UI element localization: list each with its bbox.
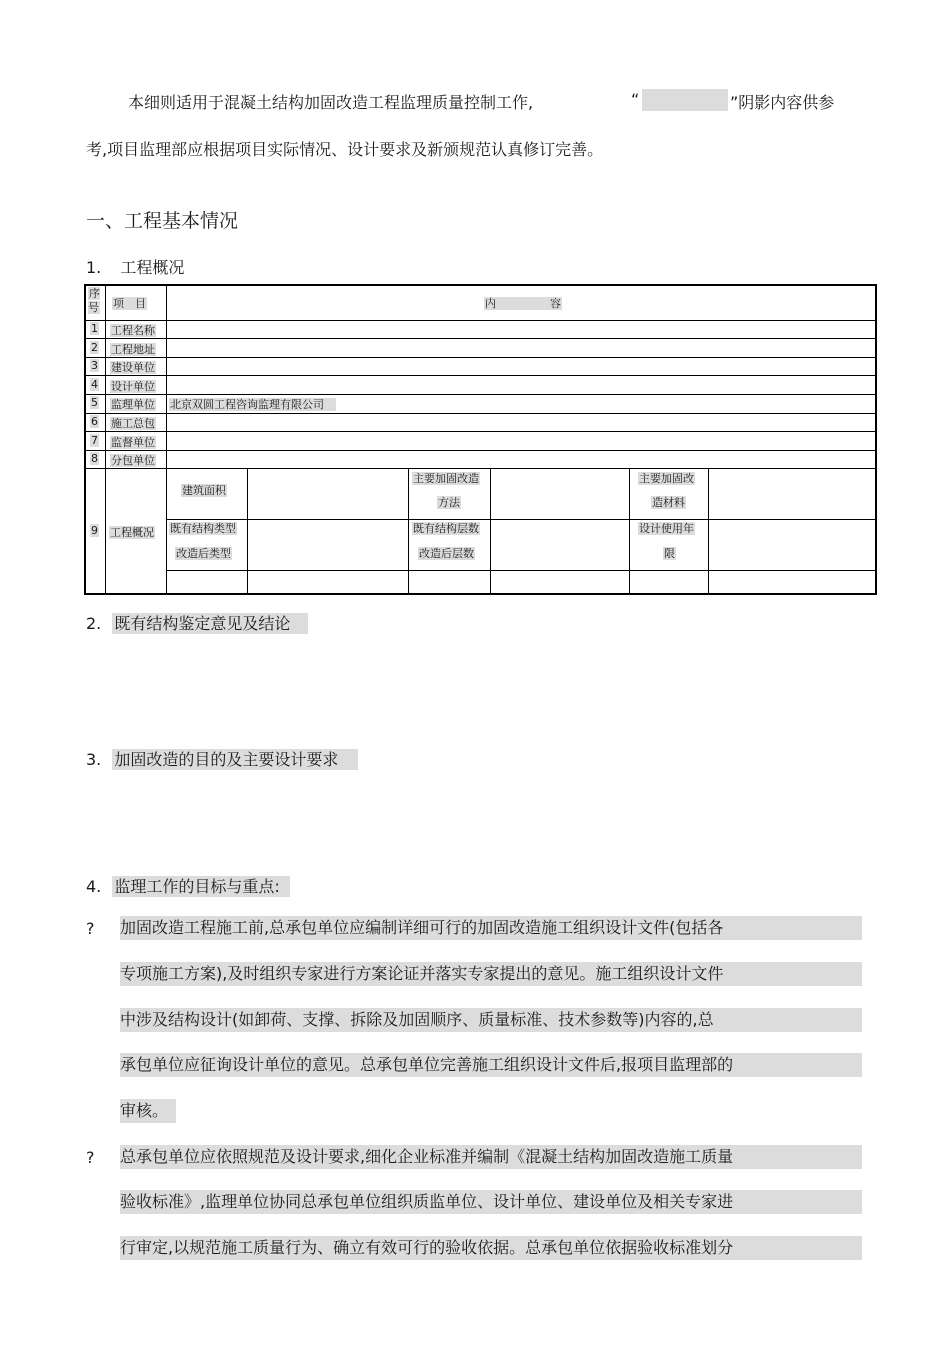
table-col-line [629, 469, 630, 593]
subsection-number: 2. [86, 614, 102, 633]
bullet-mark: ? [86, 1148, 95, 1167]
row-no: 9 [91, 524, 98, 537]
cell-method-b: 方法 [438, 496, 460, 509]
bullet-1-line-1: 加固改造工程施工前,总承包单位应编制详细可行的加固改造施工组织设计文件(包括各 [120, 916, 862, 940]
row-value: 北京双圆工程咨询监理有限公司 [169, 396, 336, 412]
cell-life-b: 限 [664, 547, 675, 560]
table-row-line [167, 570, 875, 571]
intro-open-quote: “ [631, 90, 640, 109]
row-no: 2 [91, 341, 98, 354]
row-no: 7 [91, 434, 98, 447]
row-no: 5 [91, 396, 98, 409]
intro-text: 本细则适用于混凝土结构加固改造工程监理质量控制工作, [128, 93, 534, 112]
intro-close-quote: ”阴影内容供参 [730, 93, 835, 112]
cell-method-a: 主要加固改造 [413, 472, 479, 485]
project-overview-table [84, 284, 877, 595]
intro-line-1 [128, 90, 533, 113]
table-row-line [86, 450, 875, 451]
cell-after-floors: 改造后层数 [419, 547, 474, 560]
row-item: 设计单位 [111, 380, 155, 393]
cell-after-type: 改造后类型 [176, 547, 231, 560]
table-col-line [166, 286, 167, 593]
row-no: 3 [91, 359, 98, 372]
row-item: 分包单位 [111, 454, 155, 467]
subsection-number: 1. [86, 258, 102, 277]
header-item: 项 目 [113, 297, 146, 310]
table-row-line [86, 413, 875, 414]
bullet-1-line-4: 承包单位应征询设计单位的意见。总承包单位完善施工组织设计文件后,报项目监理部的 [120, 1053, 862, 1077]
subsection-number: 3. [86, 750, 102, 769]
table-row-line [86, 375, 875, 376]
subsection-title: 工程概况 [120, 258, 185, 277]
table-col-line [708, 469, 709, 593]
subsection-title: 加固改造的目的及主要设计要求 [112, 749, 358, 770]
header-content: 内 容 [485, 297, 561, 310]
bullet-2-line-1: 总承包单位应依照规范及设计要求,细化企业标准并编制《混凝土结构加固改造施工质量 [120, 1145, 862, 1169]
subsection-title: 既有结构鉴定意见及结论 [112, 613, 308, 634]
table-col-line [490, 469, 491, 593]
table-row-line [86, 431, 875, 432]
bullet-1-line-5: 审核。 [120, 1099, 176, 1123]
subsection-title: 监理工作的目标与重点: [112, 876, 289, 897]
section-title: 一、工程基本情况 [86, 210, 239, 232]
row-item: 监理单位 [111, 398, 155, 411]
bullet-mark: ? [86, 919, 95, 938]
row-item: 工程名称 [111, 324, 155, 337]
subsection-4 [86, 874, 290, 897]
cell-floors: 既有结构层数 [413, 522, 479, 535]
row-no: 1 [91, 322, 98, 335]
table-col-line [247, 469, 248, 593]
table-row-line [167, 519, 875, 520]
cell-life-a: 设计使用年 [639, 522, 694, 535]
table-row-line [86, 320, 875, 321]
cell-area: 建筑面积 [182, 484, 226, 497]
row-item: 工程概况 [110, 526, 154, 539]
table-row-line [86, 338, 875, 339]
subsection-3 [86, 747, 358, 770]
row-item: 监督单位 [111, 436, 155, 449]
table-row-line [86, 357, 875, 358]
intro-line-2: 考,项目监理部应根据项目实际情况、设计要求及新颁规范认真修订完善。 [86, 140, 604, 159]
table-col-line [408, 469, 409, 593]
bullet-1-line-2: 专项施工方案),及时组织专家进行方案论证并落实专家提出的意见。施工组织设计文件 [120, 962, 862, 986]
subsection-1 [86, 255, 184, 278]
header-seq: 序号 [88, 287, 100, 314]
bullet-2-line-3: 行审定,以规范施工质量行为、确立有效可行的验收依据。总承包单位依据验收标准划分 [120, 1236, 862, 1260]
cell-material-b: 造材料 [652, 496, 685, 509]
row-item: 施工总包 [111, 417, 155, 430]
subsection-number: 4. [86, 877, 102, 896]
bullet-2-line-2: 验收标准》,监理单位协同总承包单位组织质监单位、设计单位、建设单位及相关专家进 [120, 1190, 862, 1214]
table-col-line [105, 286, 106, 593]
row-no: 4 [91, 378, 98, 391]
subsection-2 [86, 611, 308, 634]
bullet-1-line-3: 中涉及结构设计(如卸荷、支撑、拆除及加固顺序、质量标准、技术参数等)内容的,总 [120, 1008, 862, 1032]
cell-material-a: 主要加固改 [639, 472, 694, 485]
table-row-line [86, 468, 875, 469]
row-no: 8 [91, 452, 98, 465]
cell-struct-type: 既有结构类型 [170, 522, 236, 535]
row-item: 工程地址 [111, 343, 155, 356]
row-item: 建设单位 [111, 361, 155, 374]
table-row-line [86, 394, 875, 395]
shaded-sample-box [642, 89, 728, 111]
row-no: 6 [91, 415, 98, 428]
